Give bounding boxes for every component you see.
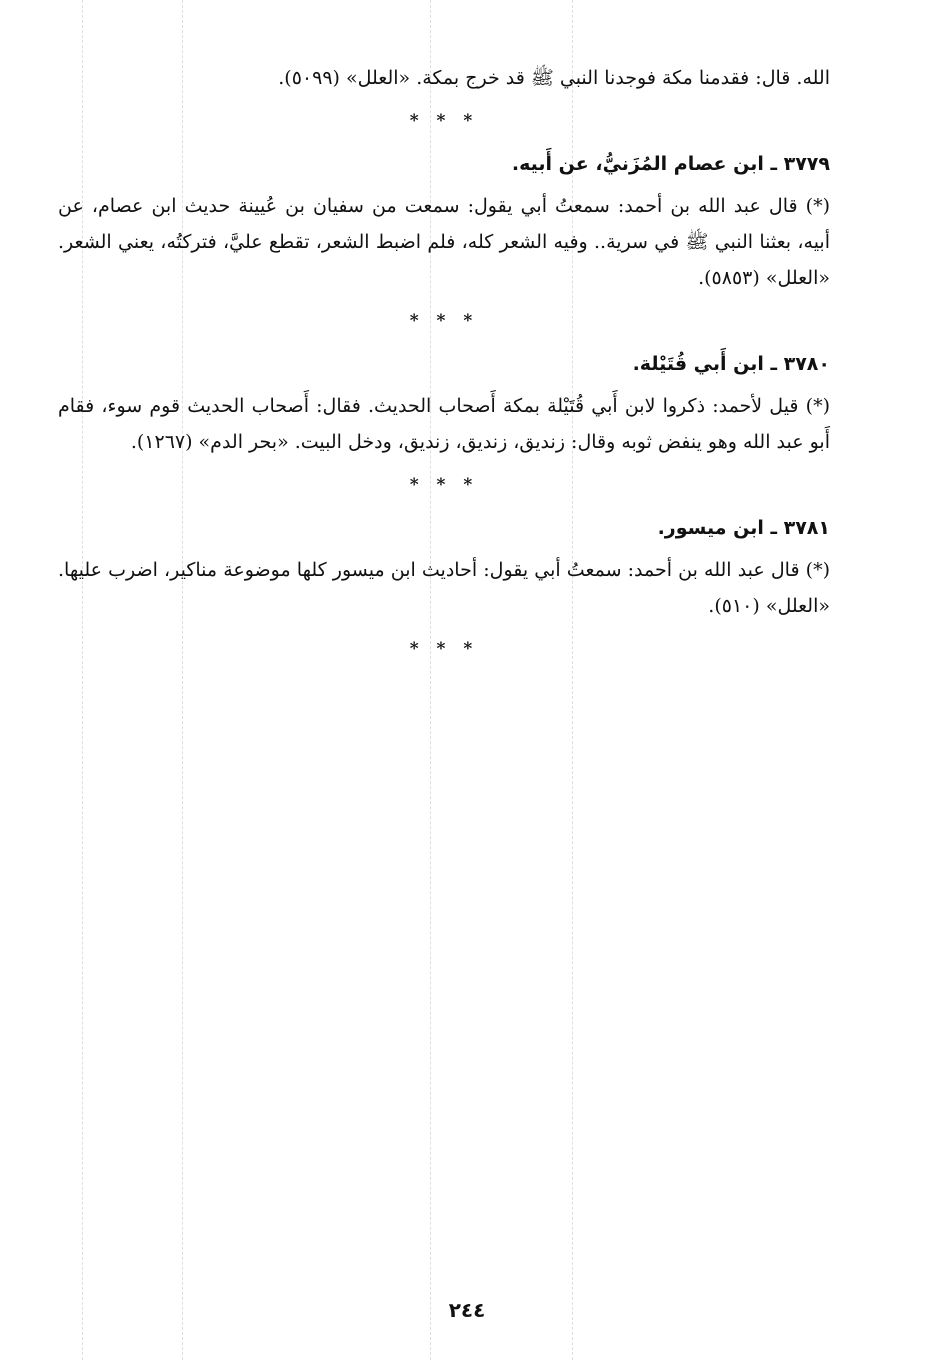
section-separator: * * * <box>409 475 479 495</box>
entry-heading-3779: ٣٧٧٩ ـ ابن عصام المُزَنيُّ، عن أَبيه. <box>511 153 830 175</box>
entry-heading-3781: ٣٧٨١ ـ ابن ميسور. <box>657 517 830 539</box>
section-separator: * * * <box>409 639 479 659</box>
document-page <box>58 60 830 670</box>
section-separator: * * * <box>409 111 479 131</box>
entry-heading-3780: ٣٧٨٠ ـ ابن أَبي قُتَيْلة. <box>632 353 830 375</box>
continued-paragraph: الله. قال: فقدمنا مكة فوجدنا النبي ﷺ قد خرج بمكة. «العلل» (٥٠٩٩). <box>278 67 830 89</box>
entry-text-3781: (*) قال عبد الله بن أحمد: سمعتُ أبي يقول: أحاديث ابن ميسور كلها موضوعة مناكير، اضرب عليها. «العلل» (٥١٠). <box>58 559 830 617</box>
section-separator: * * * <box>409 311 479 331</box>
entry-text-3780: (*) قيل لأحمد: ذكروا لابن أَبي قُتَيْلة بمكة أَصحاب الحديث. فقال: أَصحاب الحديث قوم سوء، فقام أَبو عبد الله وهو ينفض ثوبه وقال: زنديق، زنديق، زنديق، ودخل البيت. «بحر الدم» (١٢٦٧). <box>58 395 830 453</box>
entry-text-3779: (*) قال عبد الله بن أحمد: سمعتُ أبي يقول: سمعت من سفيان بن عُيينة حديث ابن عصام، عن أبيه، بعثنا النبي ﷺ في سرية.. وفيه الشعر كله، فلم اضبط الشعر، تقطع عليَّ، فتركتُه، يعني الشعر. «العلل» (٥٨٥٣). <box>58 195 830 289</box>
page-number: ٢٤٤ <box>448 1298 486 1322</box>
